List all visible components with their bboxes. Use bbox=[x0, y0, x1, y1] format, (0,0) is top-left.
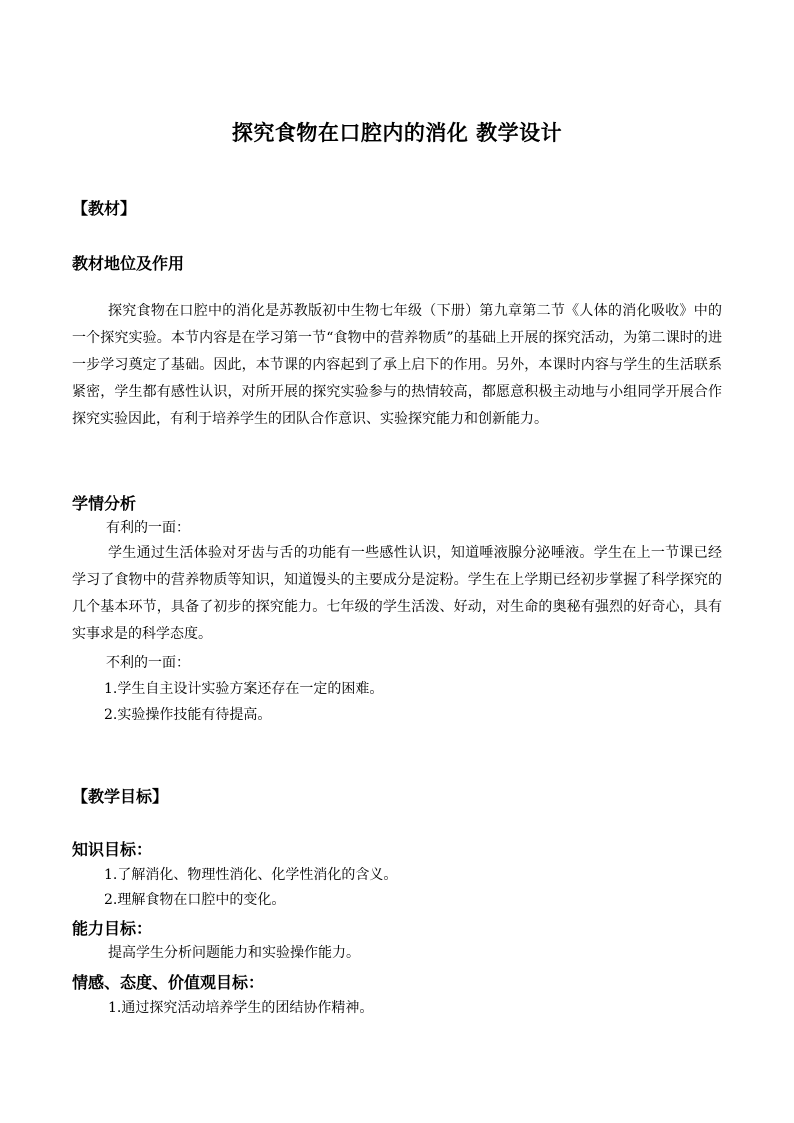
list-item-knowledge-2: 2.理解食物在口腔中的变化。 bbox=[104, 892, 286, 908]
subheading-ability-goals: 能力目标： bbox=[72, 919, 153, 938]
section-heading-goals: 【教学目标】 bbox=[72, 787, 169, 806]
subheading-textbook-position: 教材地位及作用 bbox=[72, 254, 185, 273]
paragraph-textbook-position: 探究食物在口腔中的消化是苏教版初中生物七年级（下册）第九章第二节《人体的消化吸收》中的一个探究实验。本节内容是在学习第一节“食物中的营养物质”的基础上开展的探究活动，为第二课时的进一步学习奠定了基础。因此，本节课的内容起到了承上启下的作用。另外，本课时内容与学生的生活联系紧密，学生都有感性认识，对所开展的探究实验参与的热情较高，都愿意积极主动地与小组同学开展合作探究实验因此，有利于培养学生的团队合作意识、实验探究能力和创新能力。 bbox=[72, 303, 722, 427]
subheading-emotion-goals: 情感、态度、价值观目标： bbox=[72, 973, 265, 992]
list-item-emotion-1: 1.通过探究活动培养学生的团结协作精神。 bbox=[108, 1000, 374, 1016]
section-heading-textbook: 【教材】 bbox=[72, 199, 137, 218]
subheading-student-analysis: 学情分析 bbox=[72, 494, 137, 513]
paragraph-favorable: 学生通过生活体验对牙齿与舌的功能有一些感性认识，知道唾液腺分泌唾液。学生在上一节课已经学习了食物中的营养物质等知识，知道馒头的主要成分是淀粉。学生在上学期已经初步掌握了科学探究的几个基本环节，具备了初步的探究能力。七年级的学生活泼、好动，对生命的奥秘有强烈的好奇心，具有实事求是的科学态度。 bbox=[72, 545, 722, 642]
list-item-unfavorable-1: 1.学生自主设计实验方案还存在一定的困难。 bbox=[104, 681, 384, 697]
paragraph-ability-goals: 提高学生分析问题能力和实验操作能力。 bbox=[108, 945, 360, 961]
subheading-knowledge-goals: 知识目标： bbox=[72, 840, 153, 859]
document-title: 探究食物在口腔内的消化 教学设计 bbox=[231, 121, 563, 145]
label-favorable: 有利的一面： bbox=[106, 520, 190, 536]
label-unfavorable: 不利的一面： bbox=[106, 655, 190, 671]
list-item-knowledge-1: 1.了解消化、物理性消化、化学性消化的含义。 bbox=[104, 867, 398, 883]
list-item-unfavorable-2: 2.实验操作技能有待提高。 bbox=[104, 707, 272, 723]
